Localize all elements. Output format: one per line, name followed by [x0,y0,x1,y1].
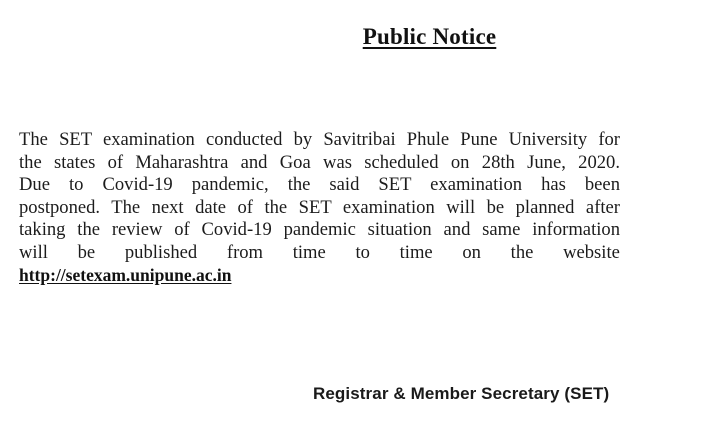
notice-body [19,129,620,287]
word: on [462,241,481,263]
word: website [563,241,620,263]
website-link[interactable]: http://setexam.unipune.ac.in [19,265,232,285]
word: from [226,241,264,263]
word: time [292,241,326,263]
word: will [19,241,48,263]
link-line [19,264,620,287]
body-line-5: taking the review of Covid-19 pandemic situation and same information [19,219,620,240]
word: be [77,241,96,263]
word: published [124,241,198,263]
notice-title-text: Public Notice [362,24,497,49]
signature: Registrar & Member Secretary (SET) [313,384,610,403]
notice-title [0,24,709,50]
word: to [355,241,370,263]
body-line-6 [19,242,620,265]
word: the [510,241,534,263]
body-line-3: Due to Covid-19 pandemic, the said SET examination has been [19,174,620,195]
body-line-2: the states of Maharashtra and Goa was scheduled on 28th June, 2020. [19,151,620,173]
word: time [399,241,433,263]
body-line-4: postponed. The next date of the SET examination will be planned after [19,196,620,218]
body-line-1: The SET examination conducted by Savitribai Phule Pune University for [19,129,620,150]
